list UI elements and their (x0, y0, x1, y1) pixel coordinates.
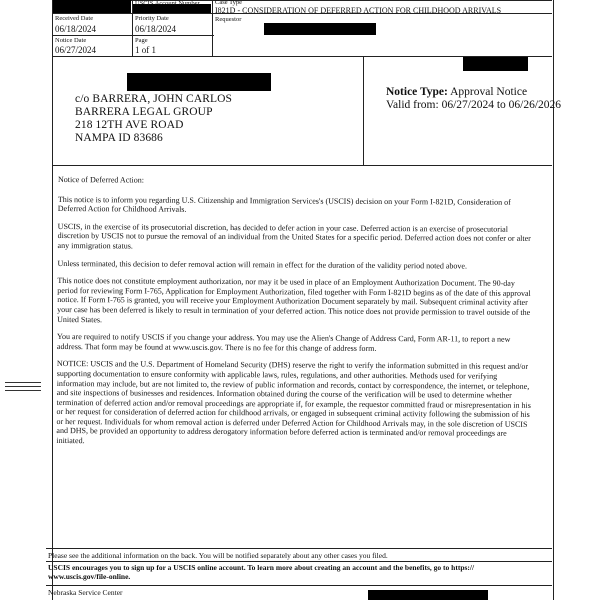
margin-mark-3 (5, 390, 41, 391)
address-line-3: 218 12TH AVE ROAD (75, 119, 184, 131)
additional-info-line: Please see the additional information on the back. You will be notified separately about any other cases you filed. (48, 551, 388, 560)
address-bottom-rule (52, 165, 552, 166)
page-value: 1 of 1 (135, 45, 156, 55)
notice-type-block (386, 86, 561, 112)
notice-date-label: Notice Date (55, 37, 87, 44)
address-line-2: BARRERA LEGAL GROUP (75, 106, 213, 118)
page-label: Page (135, 37, 148, 44)
redacted-requestor (264, 23, 376, 35)
address-line-4: NAMPA ID 83686 (75, 132, 163, 144)
notice-type-label: Notice Type: (386, 86, 448, 98)
footer-bottom-rule (46, 585, 552, 586)
received-date-label: Received Date (55, 15, 94, 22)
footer-mid-rule (46, 561, 552, 562)
notice-date-value: 06/27/2024 (55, 45, 97, 55)
service-center-name: Nebraska Service Center (48, 588, 123, 597)
redacted-notice-box (463, 57, 528, 71)
redacted-footer-right (368, 590, 488, 600)
priority-date-label: Priority Date (135, 15, 169, 22)
body-paragraph-3: Unless terminated, this decision to defer removal action will remain in effect for the duration of the validity period noted above. (57, 258, 467, 271)
header-col-divider-2 (212, 0, 213, 56)
case-type-label: Case Type (215, 0, 243, 6)
body-paragraph-4: This notice does not constitute employment authorization, nor may it be used in place of an Employment Authorization Document. The 90-day period for reviewing Form I-765, Application for Employment Authorization, filed together with Form I-821D begins as of the date of this approval notice. If Form I-765 is granted, you will receive your Employment Authorization Document separately by mail. Subsequent criminal activity after your case has been deferred is likely to result in termination of your deferred action. This notice does not provide permission to travel outside of the United States. (57, 276, 531, 324)
mailing-address (75, 93, 232, 145)
received-date-value: 06/18/2024 (55, 24, 97, 34)
footer-top-rule (46, 548, 552, 549)
requestor-label: Requestor (215, 16, 242, 23)
redacted-receipt-number (53, 0, 131, 13)
notice-body (56, 175, 536, 457)
priority-date-value: 06/18/2024 (135, 24, 177, 34)
margin-mark-1 (5, 382, 41, 383)
validity-period: Valid from: 06/27/2024 to 06/26/2026 (386, 99, 562, 111)
account-number-label: USCIS Account Number (135, 0, 200, 7)
notice-type-value: Approval Notice (450, 86, 528, 98)
online-account-notice: USCIS encourages you to sign up for a USCIS online account. To learn more about creating an account and the benefits, go to https:// www.uscis.gov/file-online. (48, 563, 475, 581)
body-paragraph-1: This notice is to inform you regarding U.S. Citizenship and Immigration Services's (USCIS) decision on your Form I-821D, Consideration of Deferred Action for Childhood Arrivals. (57, 194, 511, 214)
body-heading: Notice of Deferred Action: (57, 175, 144, 185)
notice-box-divider (363, 56, 364, 165)
body-paragraph-5: You are required to notify USCIS if you change your address. You may use the Alien's Change of Address Card, Form AR-11, to report a new address. That form may be found at www.uscis.gov. There is no fee for this change of address form. (56, 332, 511, 353)
case-type-value: I821D - CONSIDERATION OF DEFERRED ACTION FOR CHILDHOOD ARRIVALS (215, 6, 502, 15)
address-line-1: c/o BARRERA, JOHN CARLOS (75, 93, 233, 105)
margin-mark-2 (5, 386, 41, 387)
header-row2-rule (52, 35, 214, 36)
body-paragraph-2: USCIS, in the exercise of its prosecutorial discretion, has decided to defer action in your case. Deferred action is an exercise of prosecutorial discretion by USCIS not to pursue the removal of an individual from the United States for a specific period. Deferred action does not confer or alter any immigration status. (57, 221, 531, 251)
body-paragraph-6: NOTICE: USCIS and the U.S. Department of Homeland Security (DHS) reserve the right to verify the information submitted in this request and/or supporting documentation to ensure conformity with applicable laws, rules, regulations, and other authorities. Methods used for verifying information may include, but are not limited to, the review of public information and records, contact by correspondence, the internet, or telephone, and site inspections of businesses and residences. Information obtained during the course of the verification will be used to determine whether termination of deferred action and/or removal proceedings are appropriate if, for example, the requestor committed fraud or misrepresentation in his or her request for consideration of deferred action for childhood arrivals, or engaged in subsequent criminal activity following the submission of his or her request. Individuals for whom removal action is deferred under Deferred Action for Childhood Arrivals may, in the sole discretion of USCIS and DHS, be provided an opportunity to address derogatory information before deferred action is terminated and/or removal proceedings are initiated. (56, 359, 531, 446)
redacted-beneficiary-name (127, 73, 271, 91)
